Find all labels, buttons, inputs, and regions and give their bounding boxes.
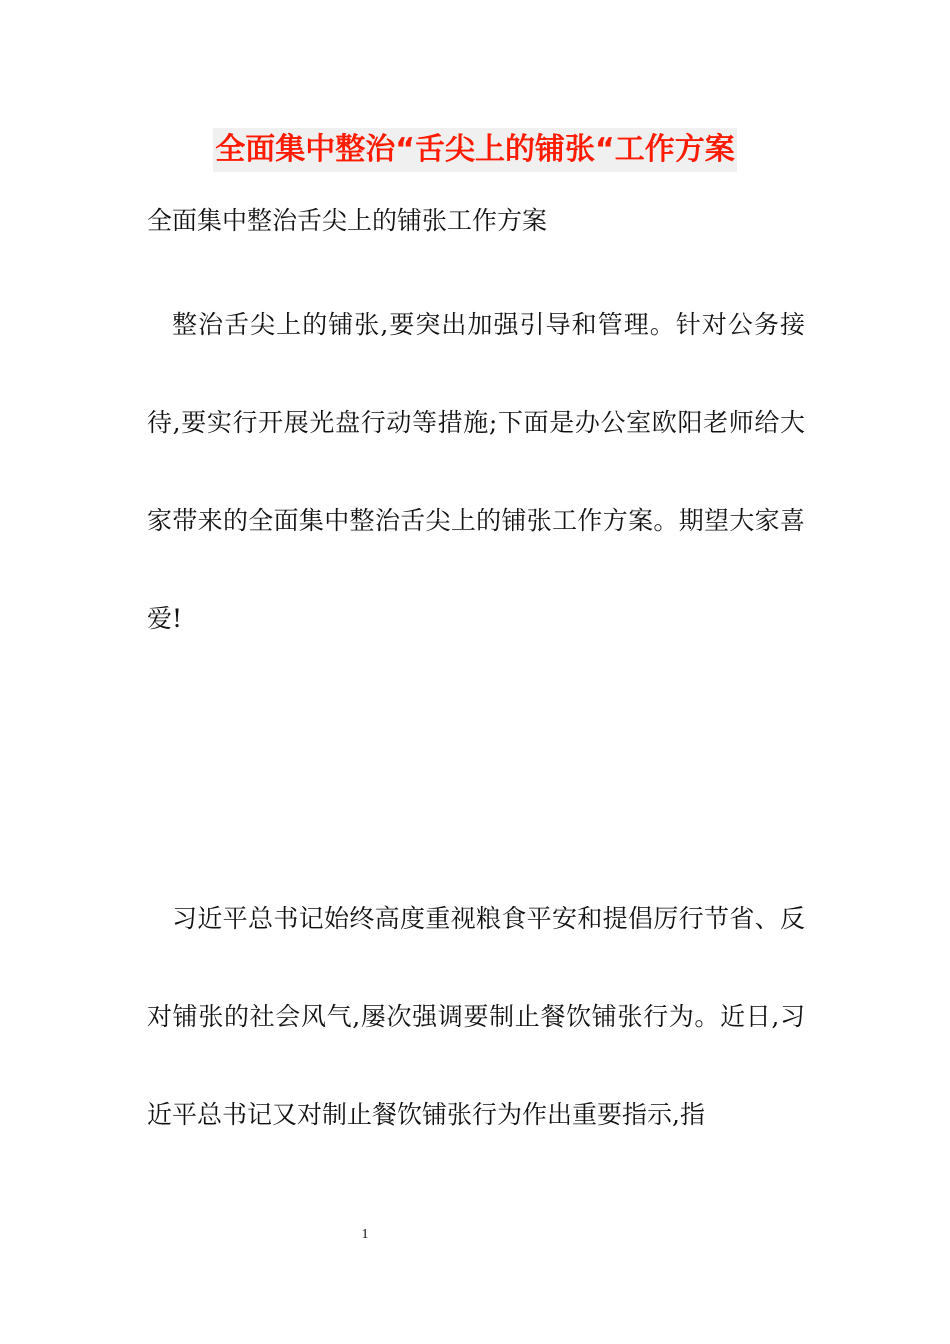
paragraph-intro: 整治舌尖上的铺张,要突出加强引导和管理。针对公务接待,要实行开展光盘行动等措施;下面是办公室欧阳老师给大家带来的全面集中整治舌尖上的铺张工作方案。期望大家喜爱! [147, 310, 805, 633]
document-subtitle: 全面集中整治舌尖上的铺张工作方案 [147, 206, 548, 235]
paragraph-body: 习近平总书记始终高度重视粮食平安和提倡厉行节省、反对铺张的社会风气,屡次强调要制止餐饮铺张行为。近日,习近平总书记又对制止餐饮铺张行为作出重要指示,指 [147, 904, 805, 1129]
title-container [0, 128, 950, 172]
page-number: 1 [361, 1227, 369, 1242]
document-title: 全面集中整治“舌尖上的铺张“工作方案 [213, 128, 736, 172]
